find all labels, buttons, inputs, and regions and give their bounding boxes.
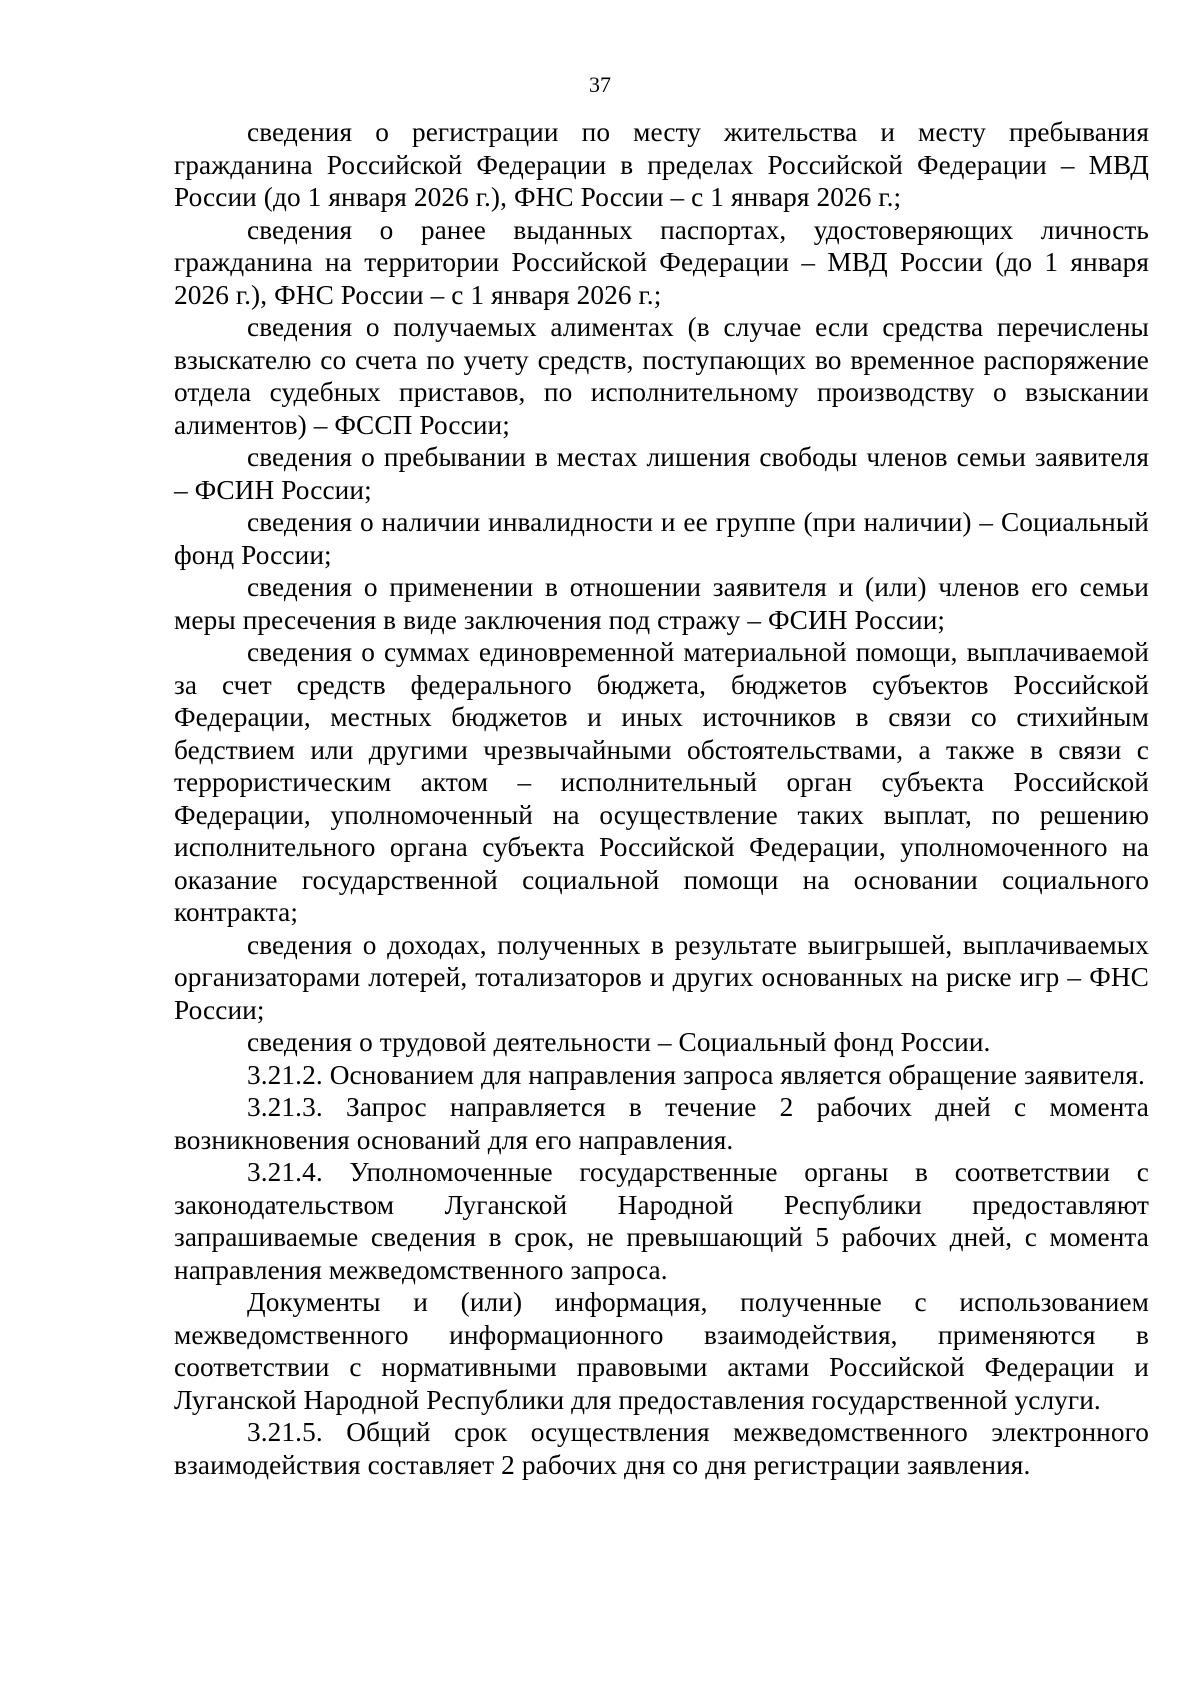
paragraph-alimony-info: сведения о получаемых алиментах (в случае если средства перечислены взыскателю со счета по учету средств, поступающих во временное распоряжение отдела судебных приставов, по исполнительному производству о взыскании алиментов) – ФССП России; [174,312,1149,440]
page-number: 37 [589,72,611,97]
paragraph-custody-info: сведения о применении в отношении заявителя и (или) членов его семьи меры пресечения в виде заключения под стражу – ФСИН России; [174,572,1149,635]
paragraph-3-21-2: 3.21.2. Основанием для направления запроса является обращение заявителя. [247,1059,1145,1090]
paragraph-3-21-3: 3.21.3. Запрос направляется в течение 2 рабочих дней с момента возникновения оснований для его направления. [174,1092,1149,1155]
paragraph-employment-info: сведения о трудовой деятельности – Социальный фонд России. [247,1027,991,1057]
paragraph-3-21-5: 3.21.5. Общий срок осуществления межведомственного электронного взаимодействия составляет 2 рабочих дня со дня регистрации заявления. [174,1417,1149,1480]
paragraph-documents-usage: Документы и (или) информация, полученные с использованием межведомственного информационного взаимодействия, применяются в соответствии с нормативными правовыми актами Российской Федерации и Луганской Народной Республики для предоставления государственной услуги. [174,1287,1149,1415]
paragraph-disability-info: сведения о наличии инвалидности и ее группе (при наличии) – Социальный фонд России; [174,507,1149,570]
document-body [174,116,1149,1481]
paragraph-passports-info: сведения о ранее выданных паспортах, удостоверяющих личность гражданина на территории Российской Федерации – МВД России (до 1 января 2026 г.), ФНС России – с 1 января 2026 г.; [174,214,1149,310]
paragraph-registration-info: сведения о регистрации по месту жительства и месту пребывания гражданина Российской Федерации в пределах Российской Федерации – МВД России (до 1 января 2026 г.), ФНС России – с 1 января 2026 г.; [174,117,1149,212]
paragraph-3-21-4: 3.21.4. Уполномоченные государственные органы в соответствии с законодательством Луганской Народной Республики предоставляют запрашиваемые сведения в срок, не превышающий 5 рабочих дней, с момента направления межведомственного запроса. [174,1157,1149,1285]
paragraph-material-aid-info: сведения о суммах единовременной материальной помощи, выплачиваемой за счет средств федерального бюджета, бюджетов субъектов Российской Федерации, местных бюджетов и иных источников в связи со стихийным бедствием или другими чрезвычайными обстоятельствами, а также в связи с террористическим актом – исполнительный орган субъекта Российской Федерации, уполномоченный на осуществление таких выплат, по решению исполнительного органа субъекта Российской Федерации, уполномоченного на оказание государственной социальной помощи на основании социального контракта; [174,637,1149,927]
paragraph-imprisonment-info: сведения о пребывании в местах лишения свободы членов семьи заявителя – ФСИН России; [174,442,1149,505]
paragraph-lottery-income-info: сведения о доходах, полученных в результате выигрышей, выплачиваемых организаторами лотерей, тотализаторов и других основанных на риске игр – ФНС России; [174,929,1149,1025]
